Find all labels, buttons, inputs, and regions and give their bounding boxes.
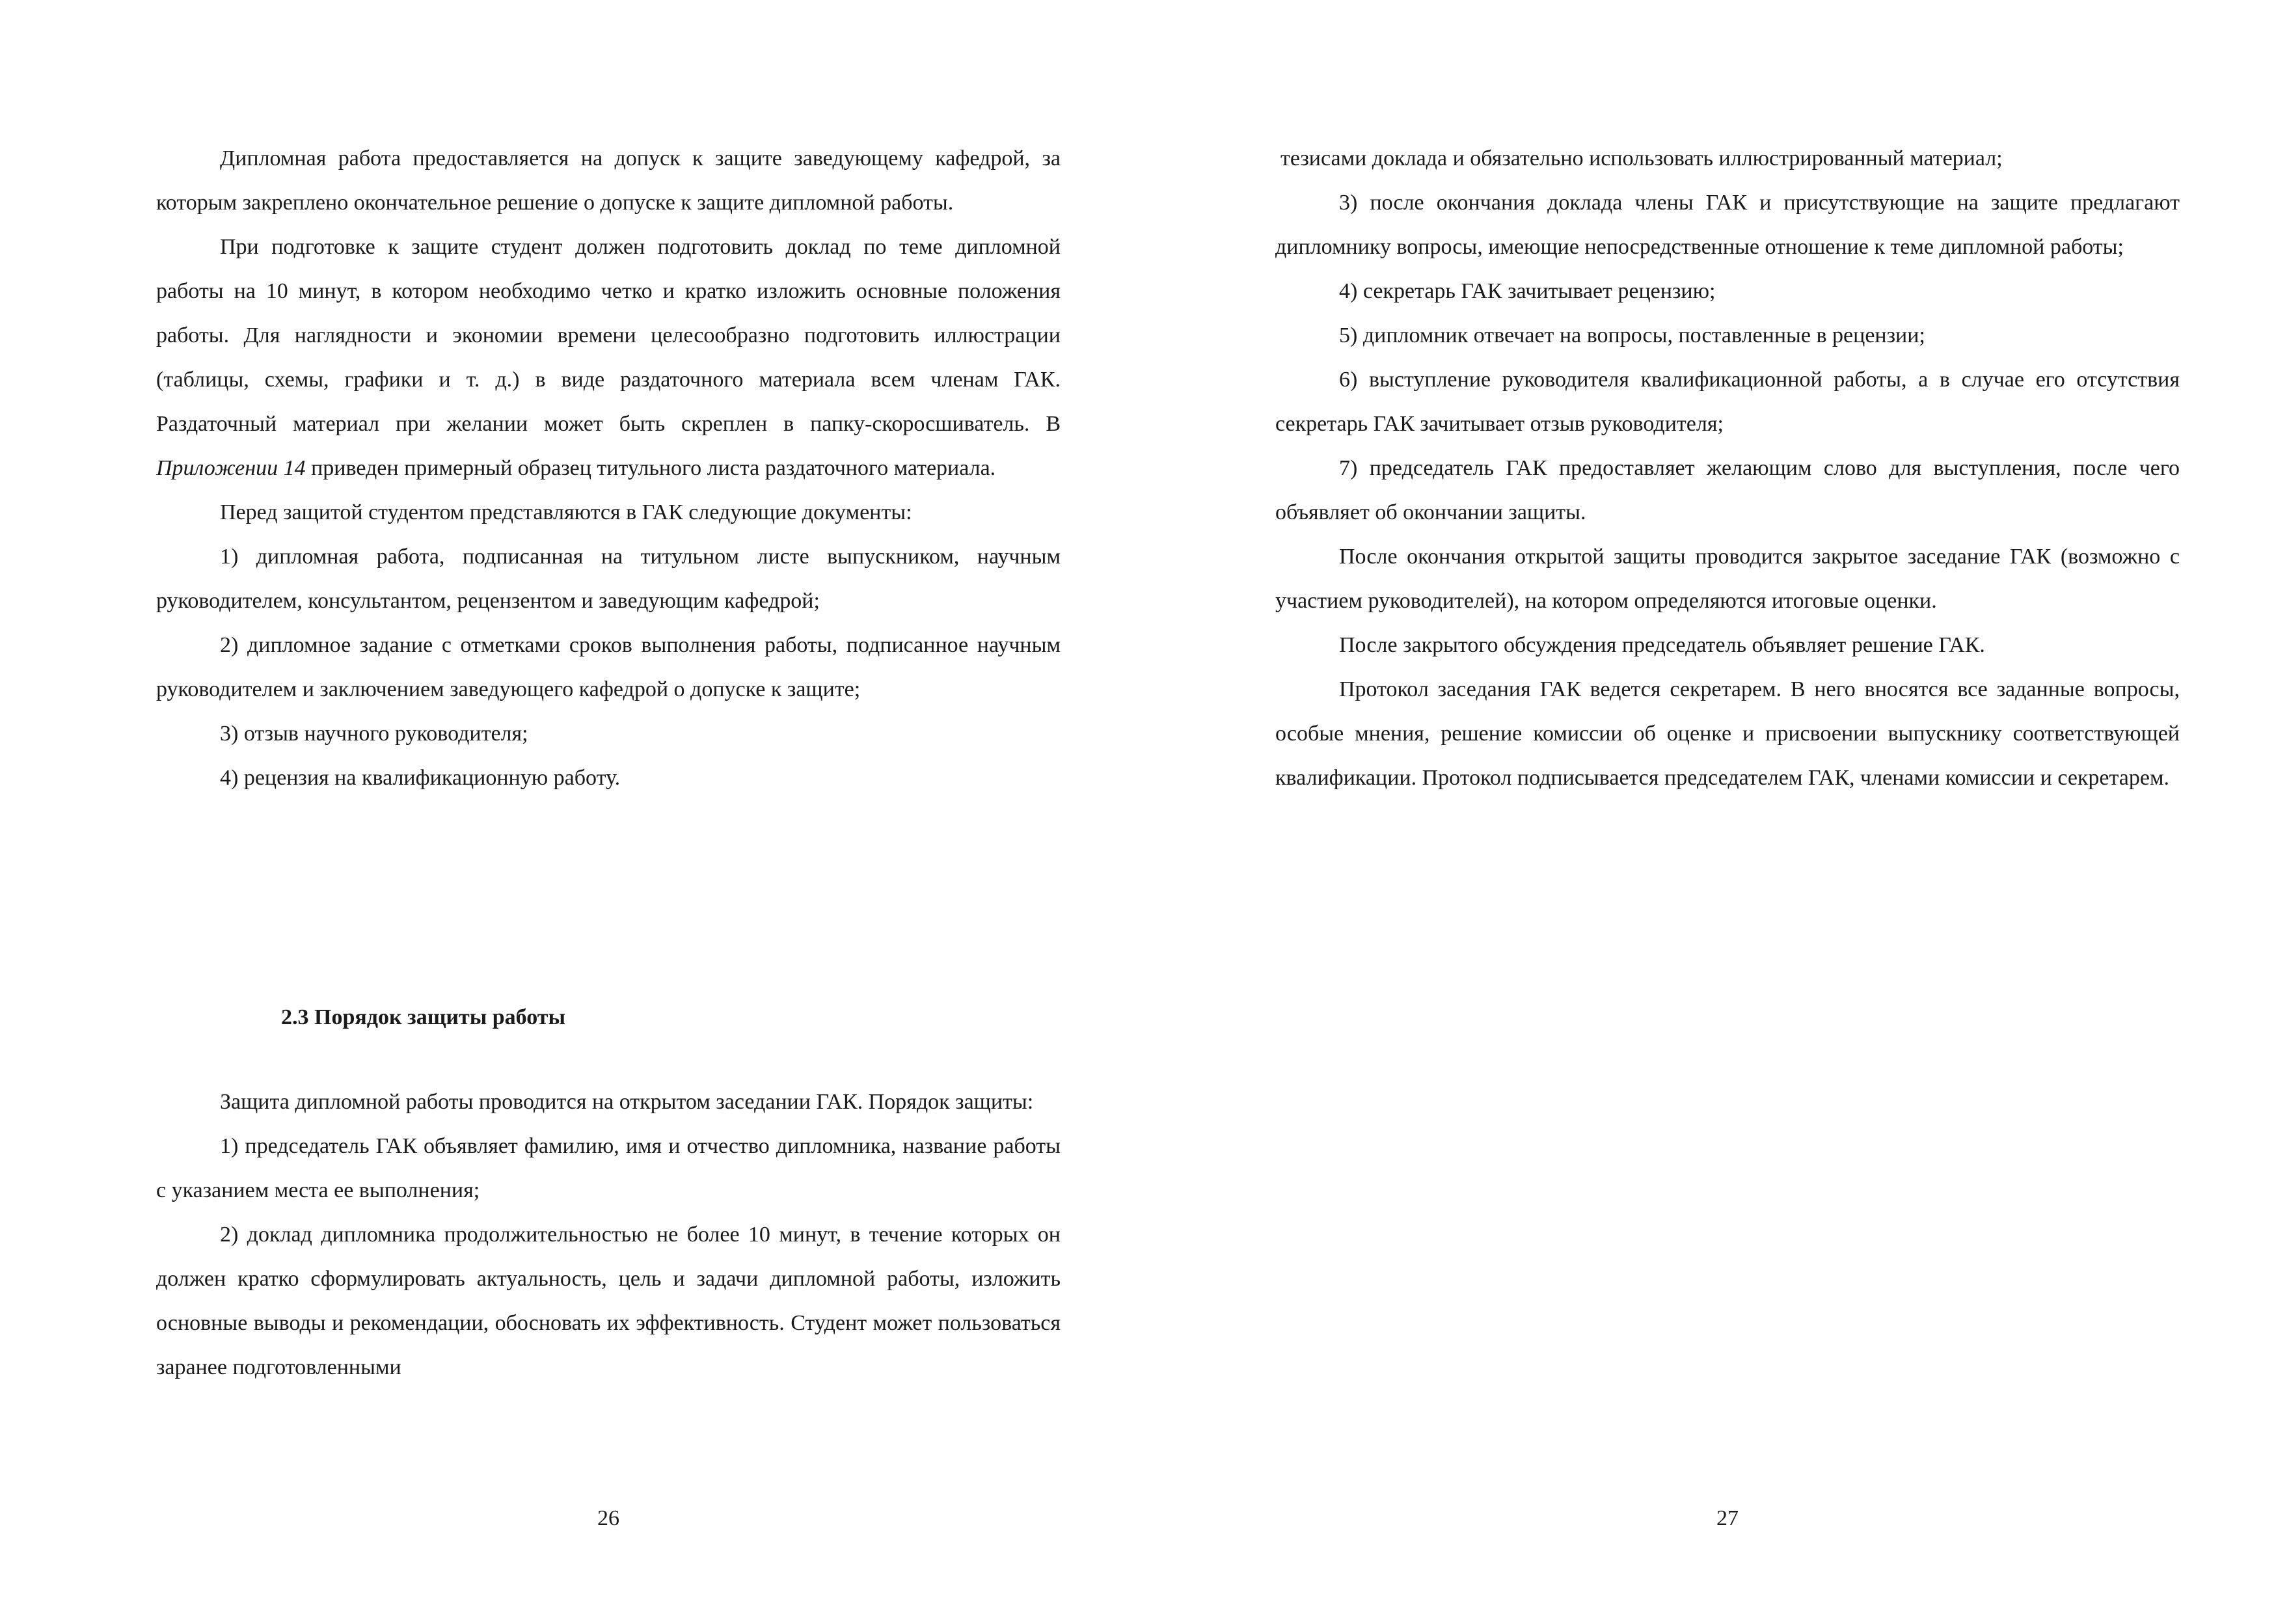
paragraph-protocol: Протокол заседания ГАК ведется секретарем. В него вносятся все заданные вопросы, особые мнения, решение комиссии об оценке и присвоении выпускнику соответствующей квалификации. Протокол подписывается председателем ГАК, членами комиссии и секретарем. (1275, 677, 2180, 790)
left-page (156, 0, 1061, 1624)
paragraph-decision: После закрытого обсуждения председатель объявляет решение ГАК. (1339, 633, 1985, 657)
document-item-4: 4) рецензия на квалификационную работу. (220, 766, 621, 790)
paragraph-closed-session: После окончания открытой защиты проводится закрытое заседание ГАК (возможно с участием руководителей), на котором определяются итоговые оценки. (1275, 545, 2180, 613)
procedure-item-3: 3) после окончания доклада члены ГАК и присутствующие на защите предлагают дипломнику вопросы, имеющие непосредственные отношение к теме дипломной работы; (1275, 191, 2180, 259)
procedure-item-4: 4) секретарь ГАК зачитывает рецензию; (1339, 279, 1716, 303)
section-heading: 2.3 Порядок защиты работы (281, 1005, 566, 1029)
document-item-2: 2) дипломное задание с отметками сроков выполнения работы, подписанное научным руководителем и заключением заведующего кафедрой о допуске к защите; (156, 633, 1061, 701)
procedure-item-7: 7) председатель ГАК предоставляет желающим слово для выступления, после чего объявляет об окончании защиты. (1275, 456, 2180, 524)
paragraph-admission: Дипломная работа предоставляется на допуск к защите заведующему кафедрой, за которым закреплено окончательное решение о допуске к защите дипломной работы. (156, 146, 1061, 215)
procedure-item-5: 5) дипломник отвечает на вопросы, поставленные в рецензии; (1339, 323, 1925, 347)
procedure-item-2: 2) доклад дипломника продолжительностью не более 10 минут, в течение которых он должен кратко сформулировать актуальность, цель и задачи дипломной работы, изложить основные выводы и рекомендации, обосновать их эффективность. Студент может пользоваться заранее подготовленными (156, 1223, 1061, 1379)
right-page (1275, 0, 2180, 1624)
document-item-3: 3) отзыв научного руководителя; (220, 722, 528, 746)
paragraph-documents-intro: Перед защитой студентом представляются в ГАК следующие документы: (220, 500, 912, 524)
procedure-item-6: 6) выступление руководителя квалификационной работы, а в случае его отсутствия секретарь ГАК зачитывает отзыв руководителя; (1275, 368, 2180, 436)
page-number-left: 26 (597, 1506, 619, 1530)
appendix-reference: Приложении 14 (156, 456, 306, 480)
document-item-1: 1) дипломная работа, подписанная на титульном листе выпускником, научным руководителем, консультантом, рецензентом и заведующим кафедрой; (156, 545, 1061, 613)
paragraph-preparation (156, 225, 1061, 491)
preparation-text-a: При подготовке к защите студент должен подготовить доклад по теме дипломной работы на 10 минут, в котором необходимо четко и кратко изложить основные положения работы. Для наглядности и экономии времени целесообразно подготовить иллюстрации (таблицы, схемы, графики и т. д.) в виде раздаточного материала всем членам ГАК. Раздаточный материал при желании может быть скреплен в папку-скоросшиватель. В (156, 235, 1061, 436)
left-page-procedure (156, 1080, 1061, 1390)
procedure-item-1: 1) председатель ГАК объявляет фамилию, имя и отчество дипломника, название работы с указанием места ее выполнения; (156, 1134, 1061, 1202)
procedure-item-2-continuation: тезисами доклада и обязательно использовать иллюстрированный материал; (1280, 146, 2003, 170)
page-number-right: 27 (1716, 1506, 1739, 1530)
right-page-body (1275, 137, 2180, 800)
paragraph-defense-intro: Защита дипломной работы проводится на открытом заседании ГАК. Порядок защиты: (220, 1090, 1034, 1114)
preparation-text-b: приведен примерный образец титульного листа раздаточного материала. (305, 456, 996, 480)
left-page-body (156, 137, 1061, 800)
